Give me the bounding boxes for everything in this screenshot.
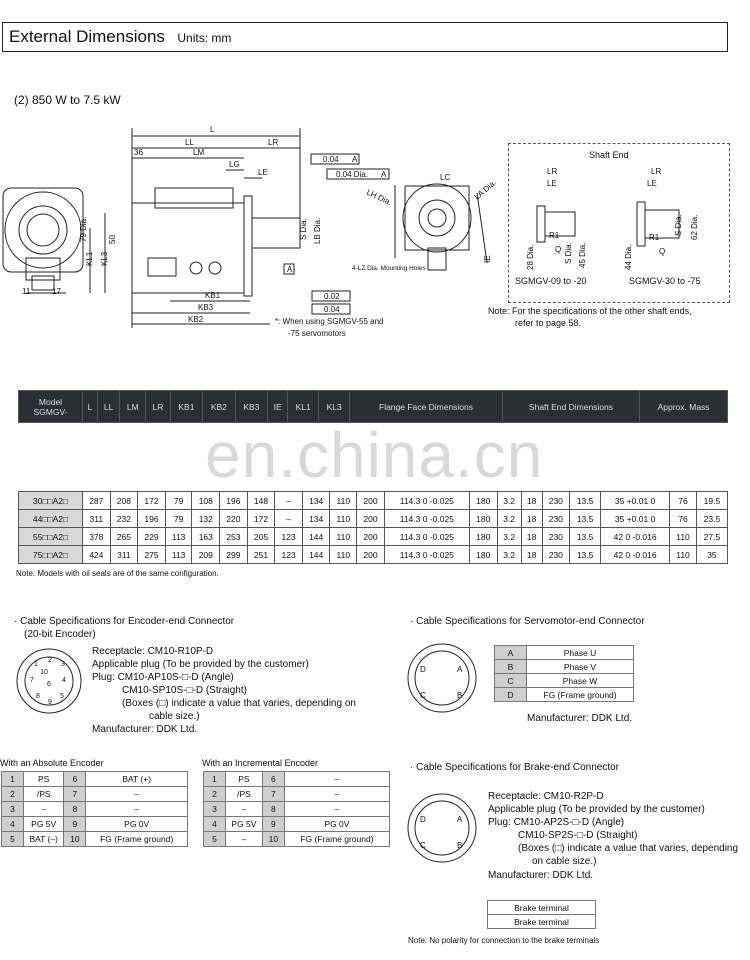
dim-row-cell: 110	[330, 546, 357, 564]
abs-row-cell: 6	[64, 772, 86, 787]
svg-text:A: A	[457, 815, 463, 824]
dim-17: 17	[52, 287, 61, 296]
dim-row-cell: 163	[192, 528, 220, 546]
inc-row-cell: –	[284, 787, 389, 802]
encoder-connector-icon	[14, 646, 84, 716]
inc-row-cell: PG 5V	[226, 817, 263, 832]
svg-text:4: 4	[62, 677, 66, 684]
watermark: en.china.cn	[205, 419, 544, 491]
svg-text:C: C	[420, 841, 426, 850]
svg-text:LR: LR	[651, 167, 662, 176]
flange-view	[403, 184, 471, 252]
header-box	[2, 22, 728, 52]
servo-row-cell: D	[495, 688, 527, 702]
dim-row-cell: 79	[165, 510, 192, 528]
dim-row-cell: 144	[302, 546, 330, 564]
svg-text:B: B	[457, 691, 463, 700]
dim-row-cell: 311	[83, 510, 111, 528]
dim-LL: LL	[185, 138, 194, 147]
dim-row-cell: 79	[165, 492, 192, 510]
servo-manufacturer: Manufacturer: DDK Ltd.	[527, 713, 633, 724]
abs-row-cell: PG 0V	[86, 817, 188, 832]
dim-row-cell: 196	[138, 510, 166, 528]
dim-row-cell: 230	[542, 546, 570, 564]
dim-row-cell: 265	[110, 528, 138, 546]
abs-row	[2, 772, 188, 787]
svg-text:Q: Q	[555, 245, 562, 254]
dim-KB3: KB3	[198, 303, 214, 312]
abs-row-cell: 3	[2, 802, 24, 817]
inc-row-cell: –	[226, 802, 263, 817]
dim-row-cell: 144	[302, 528, 330, 546]
svg-text:LE: LE	[547, 179, 557, 188]
abs-row-cell: BAT (+)	[86, 772, 188, 787]
inc-row-cell: PS	[226, 772, 263, 787]
servo-table	[494, 645, 634, 702]
lz-note: 4-LZ Dia. Mounting Holes	[352, 265, 426, 272]
svg-text:S Dia.: S Dia.	[674, 214, 683, 236]
inc-row-cell: –	[226, 832, 263, 847]
dim-row-cell: 110	[670, 528, 697, 546]
datum-A: A	[287, 265, 293, 274]
dim-row-cell: 134	[302, 510, 330, 528]
dim-LG: LG	[229, 160, 240, 169]
servo-title: · Cable Specifications for Servomotor-end Connector	[410, 616, 645, 627]
dimension-table: Model SGMGV- L LL LM LR KB1 KB2 KB3 IE KL1 KL3 Flange Face Dimensions Shaft End Dimensions Approx. Mass	[18, 390, 728, 423]
dim-row-cell: 311	[110, 546, 138, 564]
dim-row-cell: 13.5	[570, 546, 601, 564]
inc-row-cell: 7	[262, 787, 284, 802]
abs-row-cell: PG 5V	[24, 817, 64, 832]
svg-text:44 Dia.: 44 Dia.	[624, 244, 633, 270]
dim-row-cell: 23.5	[696, 510, 727, 528]
svg-text:2: 2	[48, 657, 52, 664]
dim-row-cell: 18	[521, 546, 542, 564]
abs-row-cell: –	[24, 802, 64, 817]
inc-row-cell: 1	[204, 772, 226, 787]
encoder-title: · Cable Specifications for Encoder-end Connector	[14, 616, 235, 627]
dim-row-cell: 110	[330, 492, 357, 510]
dim-row-cell: 35 +0.01 0	[601, 510, 670, 528]
inc-row	[204, 802, 390, 817]
svg-text:D: D	[420, 815, 426, 824]
abs-row-cell: 8	[64, 802, 86, 817]
svg-text:9: 9	[48, 699, 52, 706]
absolute-title: With an Absolute Encoder	[0, 758, 104, 768]
servo-row-cell: Phase U	[527, 646, 634, 660]
shaft-left-caption: SGMGV-09 to -20	[515, 276, 587, 286]
dim-row-cell: 114.3 0 -0.025	[384, 492, 469, 510]
dim-IE: IE	[483, 255, 492, 263]
dim-row-cell: 180	[469, 528, 497, 546]
brake-table	[487, 900, 596, 929]
abs-row-cell: /PS	[24, 787, 64, 802]
inc-row-cell: PG 0V	[284, 817, 389, 832]
dim-row-cell: 200	[357, 492, 385, 510]
dim-row-cell: 196	[220, 492, 248, 510]
th-model: Model SGMGV-	[19, 391, 83, 423]
svg-text:D: D	[420, 665, 426, 674]
inc-row-cell: 6	[262, 772, 284, 787]
abs-row-cell: –	[86, 787, 188, 802]
dim-row-cell: 13.5	[570, 492, 601, 510]
svg-text:5: 5	[60, 693, 64, 700]
abs-row-cell: 5	[2, 832, 24, 847]
shaft-right-caption: SGMGV-30 to -75	[629, 276, 701, 286]
dim-row-cell: 110	[330, 510, 357, 528]
svg-text:45 Dia.: 45 Dia.	[578, 242, 587, 268]
dim-LA: LA Dia.	[472, 178, 499, 202]
inc-row-cell: 9	[262, 817, 284, 832]
inc-row-cell: FG (Frame ground)	[284, 832, 389, 847]
abs-row-cell: 4	[2, 817, 24, 832]
dim-row-cell: 275	[138, 546, 166, 564]
dim-row-cell: 110	[330, 528, 357, 546]
servo-row-cell: A	[495, 646, 527, 660]
abs-row-cell: –	[86, 802, 188, 817]
servo-row-cell: C	[495, 674, 527, 688]
svg-text:28 Dia.: 28 Dia.	[526, 244, 535, 270]
servo-row	[495, 688, 634, 702]
dim-row-cell: 200	[357, 510, 385, 528]
servo-row	[495, 660, 634, 674]
dim-row-cell: 134	[302, 492, 330, 510]
servo-row-cell: FG (Frame ground)	[527, 688, 634, 702]
table-note: Note: Models with oil seals are of the same configuration.	[16, 569, 219, 578]
servo-row-cell: Phase V	[527, 660, 634, 674]
dim-row-cell: 114.3 0 -0.025	[384, 546, 469, 564]
dim-row-cell: –	[275, 510, 303, 528]
dim-row-cell: 3.2	[497, 546, 521, 564]
dim-row-cell: 18	[521, 510, 542, 528]
incremental-title: With an Incremental Encoder	[202, 758, 319, 768]
dim-row-cell: 27.5	[696, 528, 727, 546]
svg-text:A: A	[381, 170, 387, 179]
dim-row-cell: 30□□A2□	[19, 492, 83, 510]
svg-text:B: B	[457, 841, 463, 850]
brake-row-2: Brake terminal	[488, 915, 596, 929]
dim-row-cell: 42 0 -0.016	[601, 546, 670, 564]
svg-text:R1: R1	[549, 231, 560, 240]
dim-row-cell: 132	[192, 510, 220, 528]
dim-row-cell: 44□□A2□	[19, 510, 83, 528]
dim-row-cell: 113	[165, 528, 192, 546]
dim-row-cell: 123	[275, 546, 303, 564]
abs-row	[2, 832, 188, 847]
dim-row-cell: 76	[670, 510, 697, 528]
svg-text:1: 1	[34, 661, 38, 668]
abs-row-cell: 10	[64, 832, 86, 847]
dim-row-cell: 251	[247, 546, 275, 564]
dim-row-cell: 200	[357, 528, 385, 546]
dim-row-cell: 180	[469, 546, 497, 564]
abs-row-cell: PS	[24, 772, 64, 787]
dim-79dia: 79 Dia.	[79, 216, 88, 242]
dim-row-cell: 172	[247, 510, 275, 528]
abs-row	[2, 817, 188, 832]
dim-row-cell: 3.2	[497, 492, 521, 510]
dim-LR: LR	[268, 138, 279, 147]
brake-connector-icon	[404, 790, 480, 866]
dim-row-cell: 114.3 0 -0.025	[384, 510, 469, 528]
dim-LH: LH Dia.	[365, 187, 394, 208]
dim-row-cell: 3.2	[497, 510, 521, 528]
end-view-outer	[5, 192, 81, 268]
dim-row-cell: 13.5	[570, 510, 601, 528]
dim-row-cell: 232	[110, 510, 138, 528]
inc-row	[204, 817, 390, 832]
dimension-table-body	[18, 491, 728, 564]
dim-11: 11	[22, 287, 31, 296]
abs-row	[2, 802, 188, 817]
incremental-table	[203, 771, 390, 847]
inc-row-cell: –	[284, 802, 389, 817]
dim-KL3: KL3	[100, 251, 109, 266]
dim-row-cell: –	[275, 492, 303, 510]
dim-row-cell: 42 0 -0.016	[601, 528, 670, 546]
dim-row-cell: 35	[696, 546, 727, 564]
dim-row-cell: 220	[220, 510, 248, 528]
dim-row-cell: 205	[247, 528, 275, 546]
dim-LC: LC	[440, 173, 451, 182]
servo-row-cell: B	[495, 660, 527, 674]
inc-row-cell: 8	[262, 802, 284, 817]
dim-row-cell: 253	[220, 528, 248, 546]
dim-row	[19, 546, 728, 564]
absolute-table	[1, 771, 188, 847]
inc-row	[204, 772, 390, 787]
dim-row-cell: 180	[469, 510, 497, 528]
dim-row-cell: 76	[670, 492, 697, 510]
tol4: 0.04	[324, 305, 340, 314]
dim-row-cell: 287	[83, 492, 111, 510]
shaft-end-title: Shaft End	[589, 150, 629, 160]
dim-row	[19, 528, 728, 546]
motor-body	[132, 203, 244, 293]
inc-row-cell: 2	[204, 787, 226, 802]
dim-LM: LM	[193, 148, 205, 157]
dim-row-cell: 229	[138, 528, 166, 546]
dim-row-cell: 230	[542, 492, 570, 510]
dim-row	[19, 510, 728, 528]
svg-text:8: 8	[36, 693, 40, 700]
units-label: Units: mm	[177, 31, 232, 45]
dim-row	[19, 492, 728, 510]
brake-note: Note: No polarity for connection to the brake terminals	[408, 936, 600, 945]
inc-row-cell: 4	[204, 817, 226, 832]
svg-text:7: 7	[30, 677, 34, 684]
dim-row-cell: 180	[469, 492, 497, 510]
tol1: 0.04	[323, 155, 339, 164]
svg-text:A: A	[352, 155, 358, 164]
dim-row-cell: 123	[275, 528, 303, 546]
tol2: 0.04 Dia.	[336, 170, 369, 179]
dim-row-cell: 108	[192, 492, 220, 510]
dim-KB2: KB2	[188, 315, 204, 324]
inc-row-cell: /PS	[226, 787, 263, 802]
svg-text:R1: R1	[649, 233, 660, 242]
dim-36: 36	[134, 148, 143, 157]
inc-row-cell: –	[284, 772, 389, 787]
dim-row-cell: 208	[110, 492, 138, 510]
abs-row-cell: 2	[2, 787, 24, 802]
dim-row-cell: 110	[670, 546, 697, 564]
note-1: *: When using SGMGV-55 and	[275, 317, 384, 326]
encoder-subtitle: (20-bit Encoder)	[24, 629, 96, 640]
dim-row-cell: 172	[138, 492, 166, 510]
dim-row-cell: 230	[542, 510, 570, 528]
abs-row-cell: 9	[64, 817, 86, 832]
page-title: External Dimensions	[9, 27, 165, 46]
servo-row	[495, 646, 634, 660]
dim-row-cell: 18	[521, 528, 542, 546]
abs-row	[2, 787, 188, 802]
shaft-end-box	[508, 143, 730, 303]
dim-row-cell: 113	[165, 546, 192, 564]
servo-connector-icon	[404, 640, 480, 716]
inc-row-cell: 3	[204, 802, 226, 817]
svg-text:Q: Q	[659, 247, 666, 256]
shaft-note: Note: For the specifications of the other shaft ends,	[488, 306, 692, 316]
dim-row-cell: 148	[247, 492, 275, 510]
dim-row-cell: 378	[83, 528, 111, 546]
dim-row-cell: 200	[357, 546, 385, 564]
svg-text:C: C	[420, 691, 426, 700]
dim-row-cell: 75□□A2□	[19, 546, 83, 564]
dim-row-cell: 18	[521, 492, 542, 510]
dim-row-cell: 209	[192, 546, 220, 564]
dim-row-cell: 55□□A2□	[19, 528, 83, 546]
dim-row-cell: 114.3 0 -0.025	[384, 528, 469, 546]
svg-text:6: 6	[47, 681, 51, 688]
dim-row-cell: 13.5	[570, 528, 601, 546]
dim-row-cell: 35 +0.01 0	[601, 492, 670, 510]
inc-row-cell: 10	[262, 832, 284, 847]
svg-text:62 Dia.: 62 Dia.	[690, 214, 699, 240]
dim-KL1: KL1	[85, 251, 94, 266]
dim-row-cell: 299	[220, 546, 248, 564]
svg-text:10: 10	[40, 669, 48, 676]
shaft-note-2: refer to page 58.	[515, 318, 582, 328]
abs-row-cell: 1	[2, 772, 24, 787]
servo-row-cell: Phase W	[527, 674, 634, 688]
dim-row-cell: 19.5	[696, 492, 727, 510]
dim-row-cell: 424	[83, 546, 111, 564]
inc-row	[204, 832, 390, 847]
brake-row-1: Brake terminal	[488, 901, 596, 915]
svg-text:LR: LR	[547, 167, 558, 176]
svg-text:LE: LE	[647, 179, 657, 188]
svg-text:S Dia.: S Dia.	[564, 242, 573, 264]
svg-text:3: 3	[61, 661, 65, 668]
inc-row-cell: 5	[204, 832, 226, 847]
dim-row-cell: 230	[542, 528, 570, 546]
shaft-end-drawing	[509, 160, 731, 280]
motor-shaft	[252, 218, 300, 248]
motor-drawing	[0, 118, 500, 343]
tol3: 0.02	[324, 292, 340, 301]
abs-row-cell: FG (Frame ground)	[86, 832, 188, 847]
dim-LE: LE	[258, 168, 268, 177]
abs-row-cell: 7	[64, 787, 86, 802]
brake-title: · Cable Specifications for Brake-end Connector	[410, 762, 619, 773]
dim-row-cell: 3.2	[497, 528, 521, 546]
section-title: (2) 850 W to 7.5 kW	[14, 93, 121, 107]
servo-row	[495, 674, 634, 688]
dim-KB1: KB1	[205, 291, 221, 300]
inc-row	[204, 787, 390, 802]
dim-L: L	[210, 125, 215, 134]
abs-row-cell: BAT (–)	[24, 832, 64, 847]
note-2: -75 servomotors	[288, 329, 346, 338]
dim-50: 50	[108, 235, 117, 244]
svg-text:A: A	[457, 665, 463, 674]
dim-s-dia: S Dia.	[299, 218, 308, 240]
dim-lb-dia: LB Dia.	[313, 217, 322, 244]
